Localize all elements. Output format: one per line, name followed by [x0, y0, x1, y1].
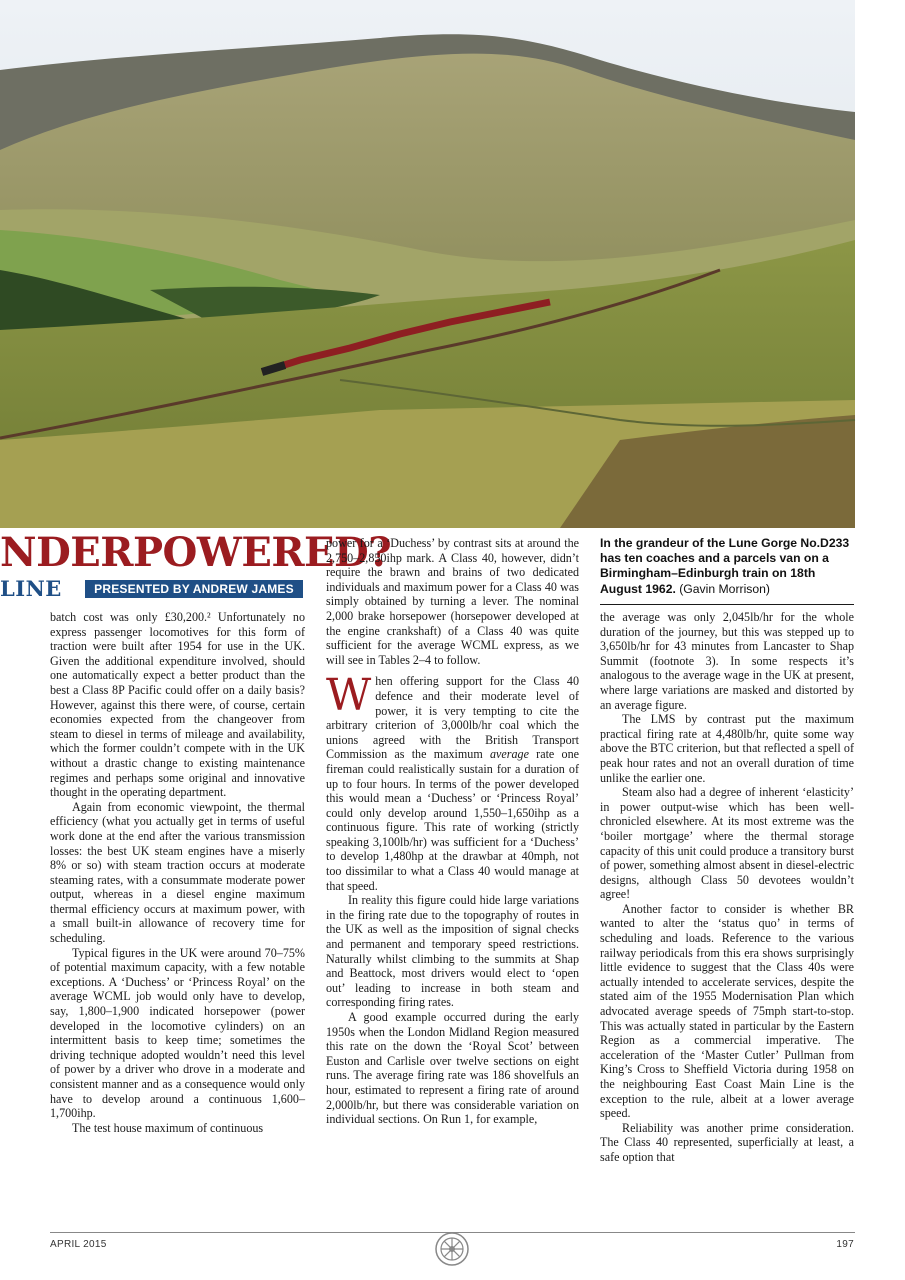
text-column-3 [600, 610, 854, 1165]
paragraph: Another factor to consider is whether BR wanted to alter the ‘status quo’ in terms of scheduling and loads. Reference to the various railway periodicals from this era shows surprisingly little evidence to suggest that the Class 40s were actually intended to accelerate services, despite the stated aim of the 1955 Modernisation Plan which advocated average speeds of 75mph start-to-stop. This was actually stated in particular by the Eastern Region as a commercial imperative. The acceleration of the ‘Master Cutler’ Pullman from King’s Cross to Sheffield Victoria during 1958 on the neighbouring East Coast Main Line is the exception to the rule, albeit at a lower average speed. [600, 901, 854, 1121]
page-number: 197 [836, 1239, 854, 1250]
text-column-2 [326, 536, 579, 1127]
headline: NDERPOWERED? [0, 529, 392, 576]
landscape-illustration [0, 0, 855, 528]
caption-text: In the grandeur of the Lune Gorge No.D233 has ten coaches and a parcels van on a Birmingham–Edinburgh train on 18th August 1962. [600, 536, 850, 596]
paragraph: A good example occurred during the early 1950s when the London Midland Region measured this rate on the down the ‘Royal Scot’ between Euston and Carlisle over twelve sections on eight runs. The average firing rate was 186 shovelfuls an hour, estimated to represent a firing rate of around 2,000lb/hr, but there was considerable variation on individual sections. On Run 1, for example, [326, 1010, 579, 1127]
paragraph: In reality this figure could hide large variations in the firing rate due to the topography of routes in the UK as well as the imposition of signal checks and permanent and temporary speed restrictions. Naturally whilst climbing to the summits at Shap and Beattock, most drivers would elect to ‘open out’ leading to increase in both steam and corresponding firing rates. [326, 893, 579, 1010]
dropcap-paragraph: When offering support for the Class 40 defence and their moderate level of power, it is very tempting to cite the arbitrary criterion of 3,000lb/hr coal which the unions agreed with the British Transport Commission as the maximum average rate one fireman could realistically sustain for a duration of up to four hours. In terms of the power developed this would mean a ‘Duchess’ or ‘Princess Royal’ could only develop around 1,550–1,650ihp as a continuous figure. This rate of working (strictly speaking 3,100lb/hr) was sufficient for a ‘Duchess’ to develop 1,480hp at the drawbar at 40mph, not too dissimilar to what a Class 40 would manage at that speed. [326, 670, 579, 893]
paragraph: power for a ‘Duchess’ by contrast sits at around the 2,750–2,850ihp mark. A Class 40, however, didn’t require the brawn and brains of two dedicated individuals and maximum power for a Class 40 was simply obtained by turning a lever. The nominal 2,000 brake horsepower (horsepower developed at the engine crankshaft) of a Class 40 was quite sufficient for the average WCML express, as we will see in Tables 2–4 to follow. [326, 536, 579, 667]
paragraph: the average was only 2,045lb/hr for the whole duration of the journey, but this was stepped up to 3,650lb/hr for 43 minutes from Lancaster to Shap Summit (footnote 3). In some respects it’s analogous to the average wage in the UK at present, where large variations are masked and distorted by an average figure. [600, 610, 854, 712]
issue-date: APRIL 2015 [50, 1239, 107, 1250]
paragraph: batch cost was only £30,200.² Unfortunately no express passenger locomotives for this form of traction were built after 1954 for use in the UK. Given the additional expenditure involved, should one automatically expect a better product than the best a Class 8P Pacific could offer on a daily basis? However, against this there were, of course, certain economies expected from the changeover from steam to diesel in terms of mileage and availability, which the former couldn’t compete with in the UK without a drastic change to existing maintenance regimes and perhaps some original and innovative thought in the operating department. [50, 610, 305, 800]
paragraph: Again from economic viewpoint, the thermal efficiency (what you actually get in terms of useful work done at the end after the various transmission losses: the best UK steam engines have a miserly 8% or so) with steam traction occurs at moderate steaming rates, with a consummate moderate power output, whereas in a diesel engine maximum thermal efficiency occurs at maximum power, with a small built-in allowance of recovery time for scheduling. [50, 799, 305, 946]
paragraph: Steam also had a degree of inherent ‘elasticity’ in power output-wise which has been well-chronicled elsewhere. At its most extreme was the ‘boiler mortgage’ where the thermal storage capacity of this unit could produce a transitory burst of power, something almost absent in diesel-electric designs, although Class 50 devotees wouldn’t agree! [600, 785, 854, 902]
paragraph: Reliability was another prime consideration. The Class 40 represented, superficially at least, a safe option that [600, 1120, 854, 1164]
drop-cap: W [326, 670, 372, 722]
caption-divider [600, 604, 854, 605]
paragraph: The test house maximum of continuous [72, 1120, 264, 1135]
presenter-label: PRESENTED BY ANDREW JAMES [85, 580, 303, 598]
text-column-1 [50, 610, 305, 1135]
paragraph: The LMS by contrast put the maximum practical firing rate at 4,480lb/hr, quite some way above the BTC criterion, but that reflected a spell of peak hour rates and not an overall duration of time unlike the earlier one. [600, 712, 854, 785]
paragraph: Typical figures in the UK were around 70–75% of potential maximum capacity, with a few notable exceptions. A ‘Duchess’ or ‘Princess Royal’ on the average WCML job would only have to develop, say, 1,800–1,900 indicated horsepower (power developed in the locomotive cylinders) on an intermittent basis to keep time; sometimes the driving technique adopted wouldn’t need this level of power by a driver who drove in a moderate and consistent manner and as a consequence would only have to develop around a continuous 1,600–1,700ihp. [50, 945, 305, 1121]
lune-gorge-photo [0, 0, 855, 528]
section-tag: LINE [0, 576, 62, 601]
byline-bar [0, 578, 310, 600]
photo-caption [600, 536, 855, 597]
wheel-emblem-icon [434, 1231, 470, 1267]
photo-credit: (Gavin Morrison) [675, 581, 770, 596]
